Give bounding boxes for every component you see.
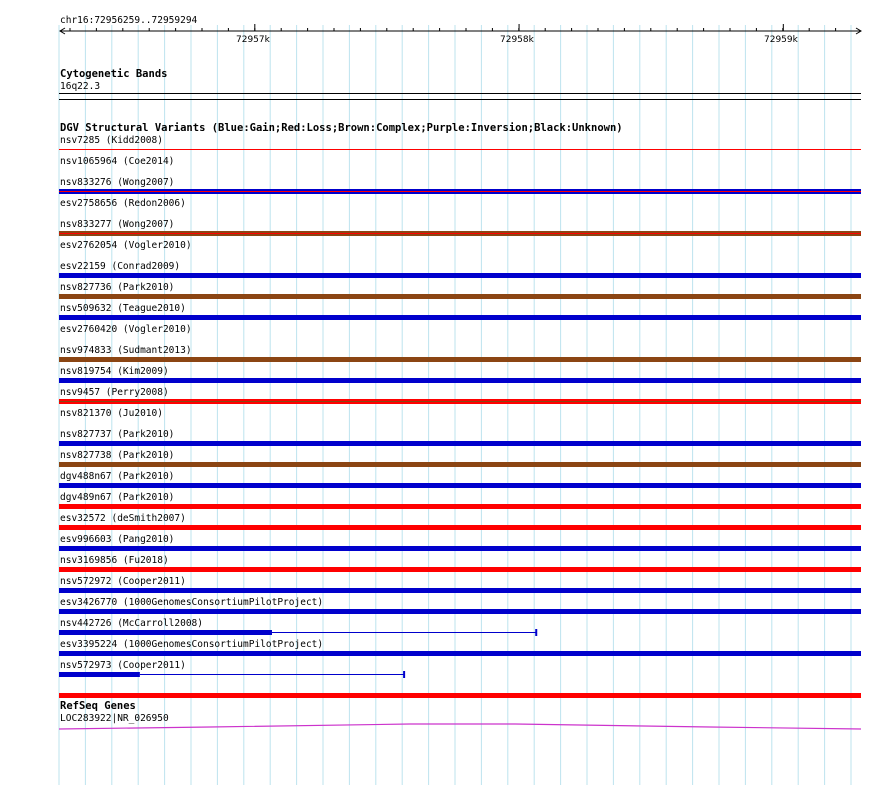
dgv-variant-label[interactable]: nsv827736 (Park2010): [60, 282, 175, 293]
dgv-variant-label[interactable]: nsv572973 (Cooper2011): [60, 660, 186, 671]
dgv-variant-label[interactable]: esv32572 (deSmith2007): [60, 513, 186, 524]
dgv-variant-label[interactable]: esv2758656 (Redon2006): [60, 198, 186, 209]
dgv-variant-label[interactable]: nsv442726 (McCarroll2008): [60, 618, 203, 629]
dgv-variant-label[interactable]: nsv827737 (Park2010): [60, 429, 175, 440]
dgv-variant-label[interactable]: nsv819754 (Kim2009): [60, 366, 169, 377]
cytoband-track-title[interactable]: Cytogenetic Bands: [60, 68, 168, 80]
ruler-tick-label: 72957k: [236, 35, 270, 45]
dgv-variant-label[interactable]: nsv827738 (Park2010): [60, 450, 175, 461]
dgv-variant-label[interactable]: nsv9457 (Perry2008): [60, 387, 169, 398]
dgv-variant-label[interactable]: nsv821370 (Ju2010): [60, 408, 163, 419]
dgv-variant-label[interactable]: esv2760420 (Vogler2010): [60, 324, 192, 335]
dgv-variant-label[interactable]: dgv488n67 (Park2010): [60, 471, 175, 482]
dgv-variant-label[interactable]: dgv489n67 (Park2010): [60, 492, 175, 503]
dgv-variant-label[interactable]: esv3426770 (1000GenomesConsortiumPilotProject): [60, 597, 324, 608]
refseq-gene-label[interactable]: LOC283922|NR_026950: [60, 713, 169, 724]
refseq-track-title[interactable]: RefSeq Genes: [60, 700, 136, 712]
dgv-track-title[interactable]: DGV Structural Variants (Blue:Gain;Red:Loss;Brown:Complex;Purple:Inversion;Black:Unknown): [60, 122, 623, 134]
dgv-variant-label[interactable]: nsv3169856 (Fu2018): [60, 555, 169, 566]
dgv-variant-label[interactable]: nsv833276 (Wong2007): [60, 177, 175, 188]
refseq-gene-line: [59, 724, 861, 729]
ruler-tick-label: 72958k: [500, 35, 534, 45]
dgv-variant-label[interactable]: esv996603 (Pang2010): [60, 534, 175, 545]
dgv-variant-label[interactable]: nsv509632 (Teague2010): [60, 303, 186, 314]
dgv-variant-label[interactable]: esv2762054 (Vogler2010): [60, 240, 192, 251]
cytoband-label: 16q22.3: [60, 81, 101, 92]
dgv-variant-label[interactable]: nsv7285 (Kidd2008): [60, 135, 163, 146]
dgv-variant-label[interactable]: esv22159 (Conrad2009): [60, 261, 181, 272]
ruler-tick-label: 72959k: [764, 35, 798, 45]
dgv-variant-label[interactable]: nsv572972 (Cooper2011): [60, 576, 186, 587]
dgv-variant-label[interactable]: nsv974833 (Sudmant2013): [60, 345, 192, 356]
dgv-variant-label[interactable]: esv3395224 (1000GenomesConsortiumPilotProject): [60, 639, 324, 650]
location-label: chr16:72956259..72959294: [60, 15, 198, 26]
dgv-variant-label[interactable]: nsv833277 (Wong2007): [60, 219, 175, 230]
dgv-variant-label[interactable]: nsv1065964 (Coe2014): [60, 156, 175, 167]
